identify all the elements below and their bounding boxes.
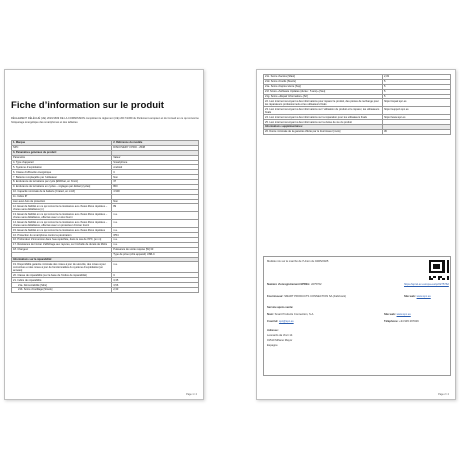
row-label: 8. Endurance de la batterie par cycle [ENDbat, en h/min] bbox=[12, 180, 112, 185]
row-label: 18. Chargeur bbox=[12, 247, 112, 252]
row-label: 21d. Score d’outils [Stools] bbox=[264, 79, 383, 84]
table-row bbox=[12, 220, 199, 228]
row-value: 2,33 bbox=[112, 288, 199, 293]
row-value: 5 bbox=[382, 89, 450, 94]
row-value: 89 bbox=[112, 204, 199, 212]
row-value: 5 bbox=[382, 94, 450, 99]
row-label: 21b. Score d’outillage [Stools] bbox=[12, 288, 112, 293]
address-line-1: Leonardo da Vinci 14 bbox=[267, 334, 293, 337]
aftersales-web: Site web: www.spc.es bbox=[384, 313, 411, 316]
document-page-2 bbox=[256, 69, 456, 400]
row-value: C bbox=[112, 273, 199, 278]
row-value: Non bbox=[112, 199, 199, 204]
row-value: Smartphone bbox=[112, 160, 199, 165]
row-value: https://www.spc.es bbox=[382, 115, 450, 120]
row-label: 23. Lien internet renvoyant à des informations sur l’utilisation du produit et le réparer, les utilisateurs finals bbox=[264, 107, 383, 115]
table-row bbox=[12, 212, 199, 220]
row-label: 17. Résistance de l’écran d’affichage aux rayures, sur l’échelle de dureté de Mohs bbox=[12, 242, 112, 247]
row-value: n.a. bbox=[112, 262, 199, 273]
row-value: Puissance de sortie requise [W] 33 bbox=[112, 247, 199, 252]
page-number: Page 1 / 2 bbox=[186, 393, 197, 396]
row-value: 37 bbox=[112, 180, 199, 185]
row-value: DISCOVERY 3 PRO - 2538 bbox=[112, 145, 199, 150]
row-label: 21g. Score «Repair Information» [Sri] bbox=[264, 94, 383, 99]
row-value: n.a. bbox=[112, 220, 199, 228]
row-value: 4 900 bbox=[112, 189, 199, 194]
market-date: Modèle mis sur le marché de l’Union du 04/05/2025 bbox=[267, 260, 329, 263]
table-row bbox=[264, 107, 451, 115]
product-info-table bbox=[11, 140, 199, 293]
row-label: 9. Endurance de la batterie en cycles – réglages par défaut [cycles] bbox=[12, 184, 112, 189]
row-label: 21f. Score «Software Updates (durée : 5 ans)» [Ssu] bbox=[264, 89, 383, 94]
row-label: 16. Profondeur d’immersion dans l’eau spécifiée, dans le cas de l’IPX, [en m] bbox=[12, 238, 112, 243]
supplier-info-box bbox=[263, 256, 451, 376]
page-number: Page 2 / 2 bbox=[438, 393, 449, 396]
row-value: n.a. bbox=[112, 242, 199, 247]
repairability-table bbox=[263, 74, 451, 135]
row-label: Paramètre bbox=[12, 155, 112, 160]
row-label: 26. Durée minimale de la garantie offerte par le fournisseur [mois] bbox=[264, 129, 383, 134]
row-value: 3,56 bbox=[112, 283, 199, 288]
row-label: 7. Batterie remplaçable par l’utilisateur bbox=[12, 175, 112, 180]
row-label: 12. Essai de fiabilité en ce qui concerne la résistance aux chutes libres répétées – chutes sans défaillance [n] bbox=[12, 204, 112, 212]
row-value: 5 bbox=[382, 79, 450, 84]
row-value: 3,35 bbox=[112, 278, 199, 283]
row-label: 11. Indice IP bbox=[12, 194, 112, 199]
row-label: 14. Essai de fiabilité en ce qui concerne la résistance aux chutes libres répétées – chutes sans défaillance, effectué avec un protecteur d’écran fourni bbox=[12, 220, 112, 228]
row-label: 24. Lien internet renvoyant à des informations sur la réparation pour les utilisateurs finals bbox=[264, 115, 383, 120]
row-label: 20. Classe de réparabilité (sur la base de l’indice de réparabilité) bbox=[12, 273, 112, 278]
table-row bbox=[12, 288, 199, 293]
row-value: n.a. bbox=[112, 228, 199, 233]
row-value: Android bbox=[112, 165, 199, 170]
row-value: 5 bbox=[382, 84, 450, 89]
supplier-line: Fournisseur: SMART PRODUCTS CONNECTION SA (Fabricant) bbox=[267, 295, 347, 298]
row-label: 13. Essai de fiabilité en ce qui concerne la résistance aux chutes libres répétées – chutes sans défaillance, effectué avec un étui fourni bbox=[12, 212, 112, 220]
row-label: 25. Lien internet renvoyant à des informations sur la durée de vie du produit bbox=[264, 120, 383, 125]
document-page-1 bbox=[4, 69, 204, 400]
row-value: Valeur bbox=[112, 155, 199, 160]
table-row bbox=[12, 262, 199, 273]
row-value: Type de prise (côté appareil) USB-C bbox=[112, 252, 199, 257]
table-row bbox=[264, 129, 451, 134]
address-line-3: Espagne bbox=[267, 344, 278, 347]
aftersales-heading: Service après-vente: bbox=[267, 306, 294, 309]
row-label: 22. Lien internet renvoyant à des informations pour réparer le produit, des pièces de rechange pour les réparateurs professionnels et les utilisateurs finals bbox=[264, 99, 383, 107]
row-value: Non bbox=[112, 175, 199, 180]
qr-code-icon bbox=[429, 260, 449, 280]
row-value: https://repair.spc.es bbox=[382, 99, 450, 107]
regulation-intro: RÈGLEMENT DÉLÉGUÉ (UE) 2023/1669 DE LA COMMISSION complétant le règlement (UE) 2017/1369 du Parlement européen et du Conseil en ce qui concerne l’étiquetage énergétique des smartphones et des tablettes bbox=[11, 117, 199, 124]
row-label: 10. Capacité nominale de la batterie [Crated, en mAh] bbox=[12, 189, 112, 194]
row-value: 800 bbox=[112, 184, 199, 189]
row-label: Informations sur la réparabilité: bbox=[12, 257, 112, 262]
supplier-web: Site web: www.spc.es bbox=[404, 295, 431, 298]
row-label: 5. Système d’exploitation bbox=[12, 165, 112, 170]
row-label: 3. Paramètres généraux du produit: bbox=[12, 150, 112, 155]
aftersales-email: Courriel: spc@spc.es bbox=[267, 320, 294, 323]
row-value: n.a. bbox=[112, 238, 199, 243]
row-label: 16. Protection du smartphone contre la pénétration bbox=[12, 233, 112, 238]
row-label: 21c. Score d’accès [Sfast] bbox=[264, 75, 383, 80]
row-label: 15. Essai de fiabilité en ce qui concerne la résistance aux chutes libres répétées bbox=[12, 228, 112, 233]
row-label: 19. Disponibilité garantie minimale des mises à jour de sécurité, des mises à jour correctives et des mises à jour de fonctionnalités du système d’exploitation [en années] bbox=[12, 262, 112, 273]
row-value: 2,33 bbox=[382, 75, 450, 80]
row-value: n.a. bbox=[112, 212, 199, 220]
row-label: 1. Marque bbox=[12, 141, 112, 146]
eprel-line: Numéro d’enregistrement EPREL: 2275762 bbox=[267, 283, 322, 286]
table-row bbox=[264, 99, 451, 107]
row-label: Lien avec Avis de protection bbox=[12, 199, 112, 204]
address-line-2: 01510 Miñano Mayor bbox=[267, 339, 293, 342]
row-label: 6. Classe d’efficacité énergétique bbox=[12, 170, 112, 175]
table-row bbox=[12, 204, 199, 212]
row-value: 36 bbox=[382, 129, 450, 134]
row-value: 2. Référence du modèle bbox=[112, 141, 199, 146]
row-label: SPC bbox=[12, 145, 112, 150]
row-value: IP54 bbox=[112, 233, 199, 238]
aftersales-name: Nom: Smart Products Connection, S.A. bbox=[267, 313, 315, 316]
row-label: 21. Indice de réparabilité bbox=[12, 278, 112, 283]
row-value: https://support.spc.es bbox=[382, 107, 450, 115]
row-label: 21a. Démontabilité [Sdis] bbox=[12, 283, 112, 288]
aftersales-phone: Téléphone: +34 945 297029 bbox=[384, 320, 419, 323]
row-value: C bbox=[112, 170, 199, 175]
eprel-link[interactable]: https://eprel.ec.europa.eu/qr/2275762 bbox=[404, 283, 449, 286]
address-heading: Adresse: bbox=[267, 329, 279, 332]
row-label: 21e. Score d’après-Vente [Ssp] bbox=[264, 84, 383, 89]
row-label: Informations supplémentaires: bbox=[264, 125, 383, 130]
row-label: 4. Type d’appareil bbox=[12, 160, 112, 165]
page-title: Fiche d’information sur le produit bbox=[11, 100, 164, 111]
